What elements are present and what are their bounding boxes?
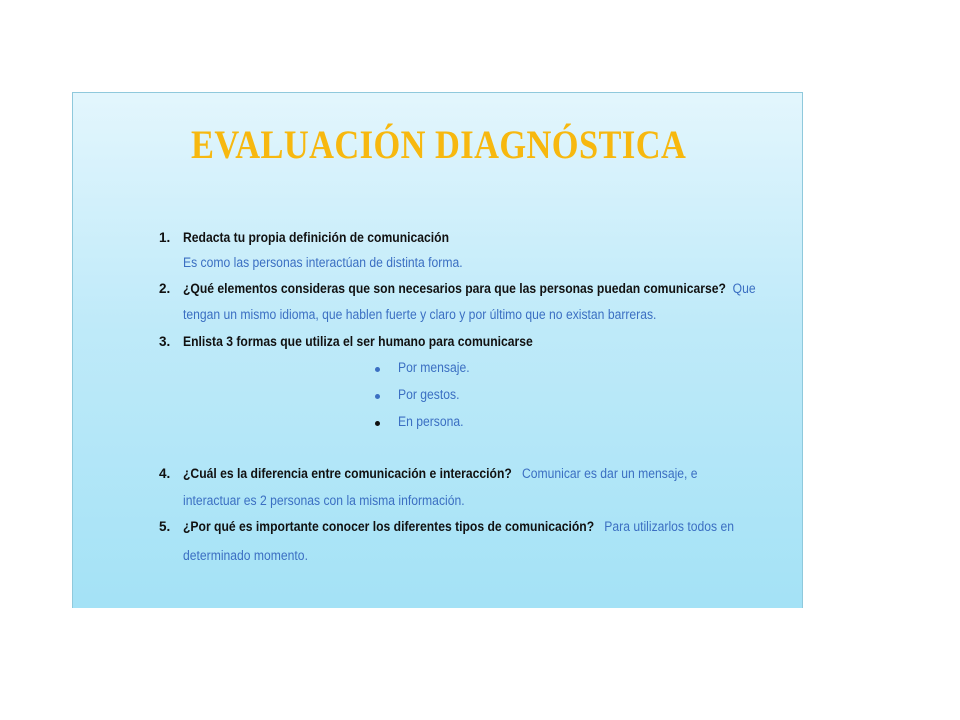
item-1-answer: Es como las personas interactúan de distinta forma. [183,255,463,270]
bullet-text: Por mensaje. [398,360,470,375]
item-2-question: ¿Qué elementos consideras que son necesarios para que las personas puedan comunicarse? [183,281,726,296]
item-5-answer-start: Para utilizarlos todos en [604,519,734,534]
item-5-answer-line [183,548,308,563]
item-3-question-line [183,334,533,349]
bullet-dot [375,421,380,426]
item-1-number: 1. [159,230,171,245]
item-4-question: ¿Cuál es la diferencia entre comunicación e interacción? [183,466,512,481]
item-2-question-line [183,281,756,296]
item-4-answer-cont: interactuar es 2 personas con la misma información. [183,493,465,508]
item-1-question-line [183,230,449,245]
item-5-number: 5. [159,519,171,534]
item-2-answer-cont: tengan un mismo idioma, que hablen fuerte y claro y por último que no existan barreras. [183,307,657,322]
item-2-number: 2. [159,281,171,296]
item-4-question-line [183,466,698,481]
bullet-dot [375,394,380,399]
page-title: EVALUACIÓN DIAGNÓSTICA [191,122,687,167]
bullet-item-1 [398,360,470,375]
bullet-text: En persona. [398,414,464,429]
item-1-question: Redacta tu propia definición de comunicación [183,230,449,245]
item-2-answer-line [183,307,656,322]
item-5-answer-cont: determinado momento. [183,548,308,563]
item-5-question: ¿Por qué es importante conocer los diferentes tipos de comunicación? [183,519,595,534]
item-4-number: 4. [159,466,171,481]
evaluation-panel [72,92,803,608]
item-5-question-line [183,519,734,534]
item-2-answer-start: Que [732,281,756,296]
item-3-question: Enlista 3 formas que utiliza el ser humano para comunicarse [183,334,533,349]
bullet-text: Por gestos. [398,387,460,402]
item-4-answer-start: Comunicar es dar un mensaje, e [521,466,698,481]
item-3-number: 3. [159,334,171,349]
item-1-answer-line [183,255,463,270]
item-4-answer-line [183,493,465,508]
bullet-item-2 [398,387,459,402]
bullet-dot [375,367,380,372]
bullet-item-3 [398,414,464,429]
